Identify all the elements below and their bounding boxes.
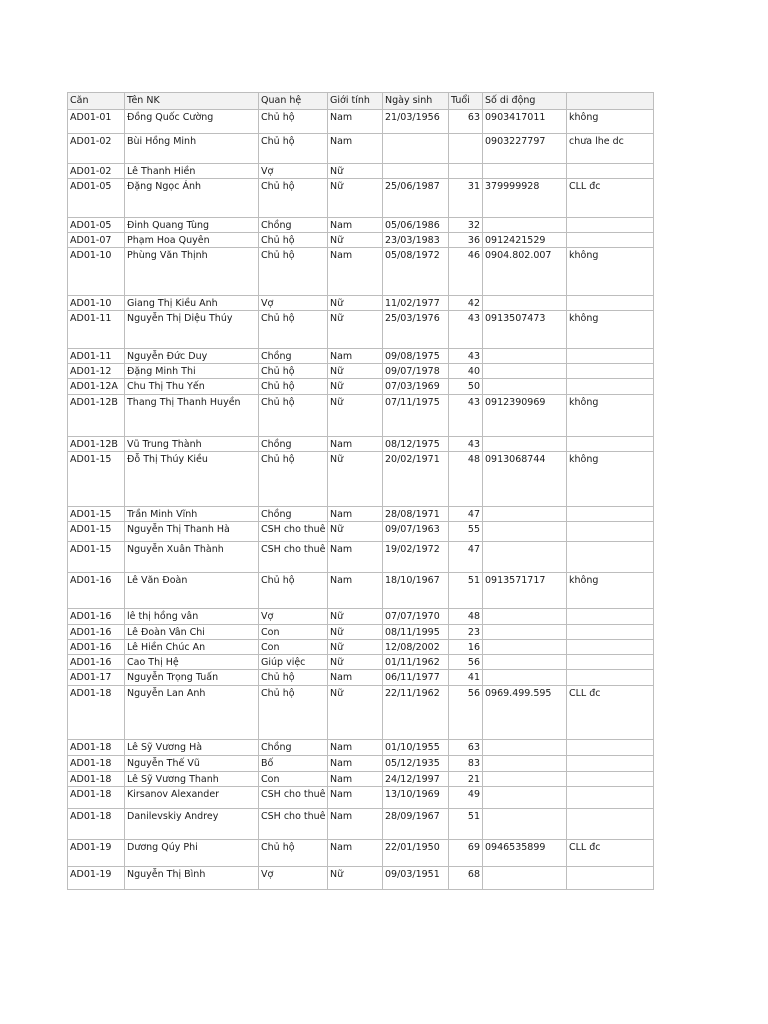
cell-ten-nk: Nguyễn Trọng Tuấn — [125, 670, 259, 686]
cell-ten-nk: Phùng Văn Thịnh — [125, 248, 259, 296]
cell-ten-nk: lê thị hồng vân — [125, 609, 259, 625]
cell-ghi-chu — [567, 625, 654, 640]
cell-ten-nk: Nguyễn Thị Thanh Hà — [125, 522, 259, 542]
cell-ten-nk: Dương Qúy Phi — [125, 840, 259, 867]
cell-so-di-dong — [483, 655, 567, 670]
cell-quan-he: CSH cho thuê — [259, 542, 328, 573]
cell-gioi-tinh: Nam — [328, 787, 383, 809]
cell-ghi-chu: CLL đc — [567, 686, 654, 740]
cell-so-di-dong — [483, 809, 567, 840]
cell-so-di-dong — [483, 670, 567, 686]
cell-can: AD01-01 — [68, 110, 125, 134]
cell-quan-he: Chủ hộ — [259, 379, 328, 395]
cell-can: AD01-12 — [68, 364, 125, 379]
cell-gioi-tinh: Nam — [328, 756, 383, 772]
cell-quan-he: Chủ hộ — [259, 248, 328, 296]
cell-gioi-tinh: Nữ — [328, 164, 383, 179]
cell-gioi-tinh: Nam — [328, 349, 383, 364]
table-row — [68, 522, 654, 542]
cell-can: AD01-15 — [68, 522, 125, 542]
cell-so-di-dong: 0903227797 — [483, 134, 567, 164]
cell-tuoi: 51 — [449, 809, 483, 840]
table-row — [68, 452, 654, 507]
cell-so-di-dong — [483, 625, 567, 640]
table-row — [68, 573, 654, 609]
cell-ghi-chu: không — [567, 573, 654, 609]
cell-tuoi: 21 — [449, 772, 483, 787]
cell-can: AD01-05 — [68, 179, 125, 218]
cell-ngay-sinh: 09/07/1978 — [383, 364, 449, 379]
cell-ten-nk: Kirsanov Alexander — [125, 787, 259, 809]
cell-ten-nk: Phạm Hoa Quyên — [125, 233, 259, 248]
cell-tuoi: 32 — [449, 218, 483, 233]
cell-quan-he: Chủ hộ — [259, 179, 328, 218]
cell-can: AD01-19 — [68, 867, 125, 890]
cell-ghi-chu — [567, 233, 654, 248]
table-row — [68, 179, 654, 218]
header-can: Căn — [68, 93, 125, 110]
cell-ngay-sinh: 22/11/1962 — [383, 686, 449, 740]
cell-so-di-dong: 0912421529 — [483, 233, 567, 248]
header-gioi-tinh: Giới tính — [328, 93, 383, 110]
cell-quan-he: Chủ hộ — [259, 233, 328, 248]
cell-ghi-chu — [567, 772, 654, 787]
cell-gioi-tinh: Nữ — [328, 522, 383, 542]
cell-ten-nk: Thang Thị Thanh Huyền — [125, 395, 259, 437]
cell-tuoi: 31 — [449, 179, 483, 218]
cell-so-di-dong: 0904.802.007 — [483, 248, 567, 296]
cell-tuoi: 55 — [449, 522, 483, 542]
cell-ten-nk: Bùi Hồng Minh — [125, 134, 259, 164]
cell-tuoi: 69 — [449, 840, 483, 867]
cell-tuoi: 63 — [449, 740, 483, 756]
cell-ngay-sinh: 05/06/1986 — [383, 218, 449, 233]
cell-can: AD01-11 — [68, 349, 125, 364]
cell-can: AD01-15 — [68, 452, 125, 507]
cell-ten-nk: Đặng Ngọc Ánh — [125, 179, 259, 218]
cell-ghi-chu: không — [567, 311, 654, 349]
cell-tuoi: 43 — [449, 437, 483, 452]
cell-ngay-sinh: 01/10/1955 — [383, 740, 449, 756]
cell-ghi-chu — [567, 349, 654, 364]
cell-so-di-dong — [483, 772, 567, 787]
cell-tuoi: 51 — [449, 573, 483, 609]
cell-quan-he: Chủ hộ — [259, 311, 328, 349]
cell-ghi-chu — [567, 867, 654, 890]
cell-gioi-tinh: Nữ — [328, 640, 383, 655]
table-row — [68, 311, 654, 349]
cell-ghi-chu — [567, 809, 654, 840]
cell-gioi-tinh: Nam — [328, 573, 383, 609]
cell-ghi-chu — [567, 655, 654, 670]
cell-so-di-dong: 0913068744 — [483, 452, 567, 507]
cell-tuoi: 50 — [449, 379, 483, 395]
cell-gioi-tinh: Nam — [328, 134, 383, 164]
cell-tuoi: 40 — [449, 364, 483, 379]
cell-tuoi: 23 — [449, 625, 483, 640]
cell-gioi-tinh: Nữ — [328, 867, 383, 890]
cell-tuoi — [449, 134, 483, 164]
cell-can: AD01-18 — [68, 809, 125, 840]
cell-gioi-tinh: Nam — [328, 437, 383, 452]
cell-ngay-sinh: 13/10/1969 — [383, 787, 449, 809]
cell-ghi-chu — [567, 609, 654, 625]
cell-quan-he: Con — [259, 625, 328, 640]
cell-tuoi: 43 — [449, 395, 483, 437]
table-row — [68, 756, 654, 772]
table-row — [68, 542, 654, 573]
header-ghi-chu — [567, 93, 654, 110]
cell-ghi-chu — [567, 379, 654, 395]
cell-gioi-tinh: Nữ — [328, 452, 383, 507]
cell-so-di-dong: 0946535899 — [483, 840, 567, 867]
table-row — [68, 787, 654, 809]
header-ngay-sinh: Ngày sinh — [383, 93, 449, 110]
cell-gioi-tinh: Nữ — [328, 686, 383, 740]
cell-can: AD01-02 — [68, 164, 125, 179]
table-row — [68, 507, 654, 522]
cell-gioi-tinh: Nam — [328, 840, 383, 867]
cell-can: AD01-16 — [68, 625, 125, 640]
cell-ghi-chu — [567, 522, 654, 542]
cell-ngay-sinh: 20/02/1971 — [383, 452, 449, 507]
cell-so-di-dong: 0913507473 — [483, 311, 567, 349]
table-row — [68, 640, 654, 655]
cell-can: AD01-16 — [68, 655, 125, 670]
cell-so-di-dong — [483, 507, 567, 522]
cell-so-di-dong: 0913571717 — [483, 573, 567, 609]
cell-gioi-tinh: Nam — [328, 110, 383, 134]
cell-so-di-dong — [483, 867, 567, 890]
cell-can: AD01-07 — [68, 233, 125, 248]
cell-so-di-dong — [483, 349, 567, 364]
cell-ten-nk: Trần Minh Vĩnh — [125, 507, 259, 522]
cell-tuoi: 56 — [449, 655, 483, 670]
cell-ten-nk: Đinh Quang Tùng — [125, 218, 259, 233]
cell-quan-he: Chồng — [259, 218, 328, 233]
cell-ngay-sinh — [383, 134, 449, 164]
cell-so-di-dong — [483, 364, 567, 379]
cell-gioi-tinh: Nữ — [328, 655, 383, 670]
cell-quan-he: Giúp việc — [259, 655, 328, 670]
cell-can: AD01-15 — [68, 542, 125, 573]
cell-ghi-chu — [567, 437, 654, 452]
cell-ten-nk: Lê Văn Đoàn — [125, 573, 259, 609]
cell-tuoi: 46 — [449, 248, 483, 296]
cell-ngay-sinh: 05/08/1972 — [383, 248, 449, 296]
table-row — [68, 740, 654, 756]
table-body — [68, 110, 654, 890]
cell-ngay-sinh: 08/11/1995 — [383, 625, 449, 640]
cell-quan-he: Chồng — [259, 740, 328, 756]
table-row — [68, 655, 654, 670]
cell-ghi-chu — [567, 507, 654, 522]
table-row — [68, 395, 654, 437]
cell-gioi-tinh: Nam — [328, 740, 383, 756]
cell-ghi-chu: không — [567, 452, 654, 507]
cell-ngay-sinh: 23/03/1983 — [383, 233, 449, 248]
cell-ngay-sinh: 24/12/1997 — [383, 772, 449, 787]
cell-ghi-chu: không — [567, 248, 654, 296]
cell-tuoi: 47 — [449, 542, 483, 573]
header-quan-he: Quan hệ — [259, 93, 328, 110]
cell-ten-nk: Nguyễn Xuân Thành — [125, 542, 259, 573]
table-row — [68, 349, 654, 364]
cell-gioi-tinh: Nam — [328, 542, 383, 573]
cell-gioi-tinh: Nữ — [328, 296, 383, 311]
table-row — [68, 867, 654, 890]
cell-ngay-sinh: 19/02/1972 — [383, 542, 449, 573]
table-row — [68, 364, 654, 379]
table-row — [68, 110, 654, 134]
cell-can: AD01-11 — [68, 311, 125, 349]
cell-quan-he: Chủ hộ — [259, 364, 328, 379]
cell-quan-he: CSH cho thuê — [259, 809, 328, 840]
cell-ghi-chu: không — [567, 110, 654, 134]
cell-tuoi: 49 — [449, 787, 483, 809]
cell-ghi-chu — [567, 364, 654, 379]
header-so-di-dong: Số di động — [483, 93, 567, 110]
cell-gioi-tinh: Nam — [328, 809, 383, 840]
cell-ghi-chu: chưa lhe dc — [567, 134, 654, 164]
cell-can: AD01-17 — [68, 670, 125, 686]
cell-quan-he: Con — [259, 640, 328, 655]
cell-ngay-sinh: 07/07/1970 — [383, 609, 449, 625]
cell-gioi-tinh: Nam — [328, 772, 383, 787]
cell-tuoi: 41 — [449, 670, 483, 686]
cell-can: AD01-18 — [68, 756, 125, 772]
cell-ghi-chu — [567, 670, 654, 686]
cell-gioi-tinh: Nữ — [328, 395, 383, 437]
household-table — [67, 92, 654, 890]
cell-so-di-dong — [483, 640, 567, 655]
cell-can: AD01-05 — [68, 218, 125, 233]
cell-ten-nk: Lê Đoàn Vân Chi — [125, 625, 259, 640]
cell-gioi-tinh: Nam — [328, 670, 383, 686]
cell-tuoi: 48 — [449, 609, 483, 625]
cell-quan-he: Chủ hộ — [259, 573, 328, 609]
header-row — [68, 93, 654, 110]
table-row — [68, 248, 654, 296]
cell-ngay-sinh: 08/12/1975 — [383, 437, 449, 452]
cell-ngay-sinh: 09/08/1975 — [383, 349, 449, 364]
cell-ngay-sinh: 07/03/1969 — [383, 379, 449, 395]
table-row — [68, 164, 654, 179]
cell-ten-nk: Nguyễn Thế Vũ — [125, 756, 259, 772]
cell-tuoi: 42 — [449, 296, 483, 311]
header-ten-nk: Tên NK — [125, 93, 259, 110]
cell-gioi-tinh: Nữ — [328, 625, 383, 640]
cell-quan-he: Chồng — [259, 437, 328, 452]
cell-quan-he: Chủ hộ — [259, 452, 328, 507]
cell-ghi-chu — [567, 164, 654, 179]
cell-can: AD01-10 — [68, 296, 125, 311]
cell-tuoi: 83 — [449, 756, 483, 772]
cell-quan-he: Chủ hộ — [259, 395, 328, 437]
cell-ngay-sinh: 06/11/1977 — [383, 670, 449, 686]
cell-ghi-chu — [567, 787, 654, 809]
cell-so-di-dong — [483, 609, 567, 625]
cell-quan-he: Chủ hộ — [259, 110, 328, 134]
cell-quan-he: Chủ hộ — [259, 670, 328, 686]
cell-can: AD01-19 — [68, 840, 125, 867]
table-row — [68, 296, 654, 311]
cell-gioi-tinh: Nữ — [328, 609, 383, 625]
cell-so-di-dong — [483, 756, 567, 772]
cell-ten-nk: Nguyễn Thị Bình — [125, 867, 259, 890]
cell-tuoi: 36 — [449, 233, 483, 248]
cell-tuoi: 43 — [449, 311, 483, 349]
cell-tuoi: 63 — [449, 110, 483, 134]
table-row — [68, 840, 654, 867]
cell-so-di-dong: 0912390969 — [483, 395, 567, 437]
cell-ten-nk: Đặng Minh Thi — [125, 364, 259, 379]
cell-ngay-sinh: 11/02/1977 — [383, 296, 449, 311]
cell-can: AD01-12A — [68, 379, 125, 395]
cell-can: AD01-18 — [68, 772, 125, 787]
cell-so-di-dong: 0969.499.595 — [483, 686, 567, 740]
cell-ngay-sinh: 25/03/1976 — [383, 311, 449, 349]
cell-quan-he: Vợ — [259, 296, 328, 311]
cell-can: AD01-16 — [68, 609, 125, 625]
cell-ngay-sinh: 01/11/1962 — [383, 655, 449, 670]
cell-so-di-dong — [483, 522, 567, 542]
cell-ghi-chu — [567, 218, 654, 233]
cell-quan-he: CSH cho thuê — [259, 522, 328, 542]
cell-tuoi: 16 — [449, 640, 483, 655]
cell-quan-he: Vợ — [259, 867, 328, 890]
cell-ten-nk: Giang Thị Kiều Anh — [125, 296, 259, 311]
cell-quan-he: CSH cho thuê — [259, 787, 328, 809]
cell-so-di-dong — [483, 437, 567, 452]
cell-quan-he: Vợ — [259, 164, 328, 179]
cell-can: AD01-12B — [68, 437, 125, 452]
cell-can: AD01-18 — [68, 686, 125, 740]
table-row — [68, 233, 654, 248]
cell-can: AD01-18 — [68, 787, 125, 809]
cell-so-di-dong — [483, 296, 567, 311]
cell-tuoi — [449, 164, 483, 179]
cell-tuoi: 48 — [449, 452, 483, 507]
table-row — [68, 437, 654, 452]
table-row — [68, 218, 654, 233]
cell-ten-nk: Đỗ Thị Thúy Kiều — [125, 452, 259, 507]
cell-ngay-sinh: 28/08/1971 — [383, 507, 449, 522]
table-row — [68, 134, 654, 164]
cell-can: AD01-10 — [68, 248, 125, 296]
cell-ngay-sinh: 25/06/1987 — [383, 179, 449, 218]
cell-ten-nk: Chu Thị Thu Yến — [125, 379, 259, 395]
table-row — [68, 809, 654, 840]
cell-ghi-chu: CLL đc — [567, 840, 654, 867]
cell-ten-nk: Nguyễn Lan Anh — [125, 686, 259, 740]
cell-ten-nk: Vũ Trung Thành — [125, 437, 259, 452]
cell-gioi-tinh: Nữ — [328, 233, 383, 248]
cell-ghi-chu — [567, 740, 654, 756]
cell-quan-he: Vợ — [259, 609, 328, 625]
cell-quan-he: Chồng — [259, 349, 328, 364]
cell-can: AD01-16 — [68, 573, 125, 609]
cell-so-di-dong — [483, 542, 567, 573]
cell-can: AD01-16 — [68, 640, 125, 655]
cell-ngay-sinh: 18/10/1967 — [383, 573, 449, 609]
cell-tuoi: 43 — [449, 349, 483, 364]
cell-gioi-tinh: Nam — [328, 218, 383, 233]
header-tuoi: Tuổi — [449, 93, 483, 110]
cell-ngay-sinh: 22/01/1950 — [383, 840, 449, 867]
cell-ghi-chu — [567, 640, 654, 655]
cell-quan-he: Chủ hộ — [259, 840, 328, 867]
cell-ngay-sinh: 12/08/2002 — [383, 640, 449, 655]
cell-so-di-dong: 0903417011 — [483, 110, 567, 134]
table-row — [68, 772, 654, 787]
cell-ngay-sinh: 07/11/1975 — [383, 395, 449, 437]
cell-ten-nk: Danilevskiy Andrey — [125, 809, 259, 840]
cell-ten-nk: Đồng Quốc Cường — [125, 110, 259, 134]
cell-ghi-chu — [567, 542, 654, 573]
cell-tuoi: 56 — [449, 686, 483, 740]
table-row — [68, 379, 654, 395]
cell-ghi-chu — [567, 756, 654, 772]
cell-ghi-chu — [567, 296, 654, 311]
cell-ngay-sinh: 21/03/1956 — [383, 110, 449, 134]
cell-can: AD01-18 — [68, 740, 125, 756]
table-row — [68, 609, 654, 625]
cell-ten-nk: Lê Sỹ Vương Thanh — [125, 772, 259, 787]
cell-quan-he: Con — [259, 772, 328, 787]
cell-ten-nk: Lê Sỹ Vương Hà — [125, 740, 259, 756]
cell-tuoi: 68 — [449, 867, 483, 890]
cell-gioi-tinh: Nữ — [328, 179, 383, 218]
cell-quan-he: Chủ hộ — [259, 686, 328, 740]
cell-so-di-dong — [483, 740, 567, 756]
cell-quan-he: Chủ hộ — [259, 134, 328, 164]
cell-gioi-tinh: Nữ — [328, 364, 383, 379]
table-row — [68, 686, 654, 740]
cell-ngay-sinh: 05/12/1935 — [383, 756, 449, 772]
cell-so-di-dong — [483, 379, 567, 395]
cell-ten-nk: Nguyễn Đức Duy — [125, 349, 259, 364]
cell-quan-he: Chồng — [259, 507, 328, 522]
table-row — [68, 670, 654, 686]
cell-gioi-tinh: Nam — [328, 507, 383, 522]
cell-ghi-chu: không — [567, 395, 654, 437]
cell-so-di-dong — [483, 218, 567, 233]
cell-so-di-dong — [483, 164, 567, 179]
cell-ghi-chu: CLL đc — [567, 179, 654, 218]
cell-can: AD01-02 — [68, 134, 125, 164]
cell-can: AD01-12B — [68, 395, 125, 437]
cell-ten-nk: Cao Thị Hệ — [125, 655, 259, 670]
cell-gioi-tinh: Nữ — [328, 311, 383, 349]
cell-ngay-sinh: 28/09/1967 — [383, 809, 449, 840]
cell-ngay-sinh: 09/03/1951 — [383, 867, 449, 890]
cell-ten-nk: Lê Thanh Hiền — [125, 164, 259, 179]
cell-so-di-dong — [483, 787, 567, 809]
cell-quan-he: Bố — [259, 756, 328, 772]
cell-tuoi: 47 — [449, 507, 483, 522]
cell-ten-nk: Nguyễn Thị Diệu Thúy — [125, 311, 259, 349]
table-row — [68, 625, 654, 640]
cell-ngay-sinh: 09/07/1963 — [383, 522, 449, 542]
cell-ngay-sinh — [383, 164, 449, 179]
cell-gioi-tinh: Nam — [328, 248, 383, 296]
cell-can: AD01-15 — [68, 507, 125, 522]
cell-gioi-tinh: Nữ — [328, 379, 383, 395]
cell-so-di-dong: 379999928 — [483, 179, 567, 218]
cell-ten-nk: Lê Hiền Chúc An — [125, 640, 259, 655]
